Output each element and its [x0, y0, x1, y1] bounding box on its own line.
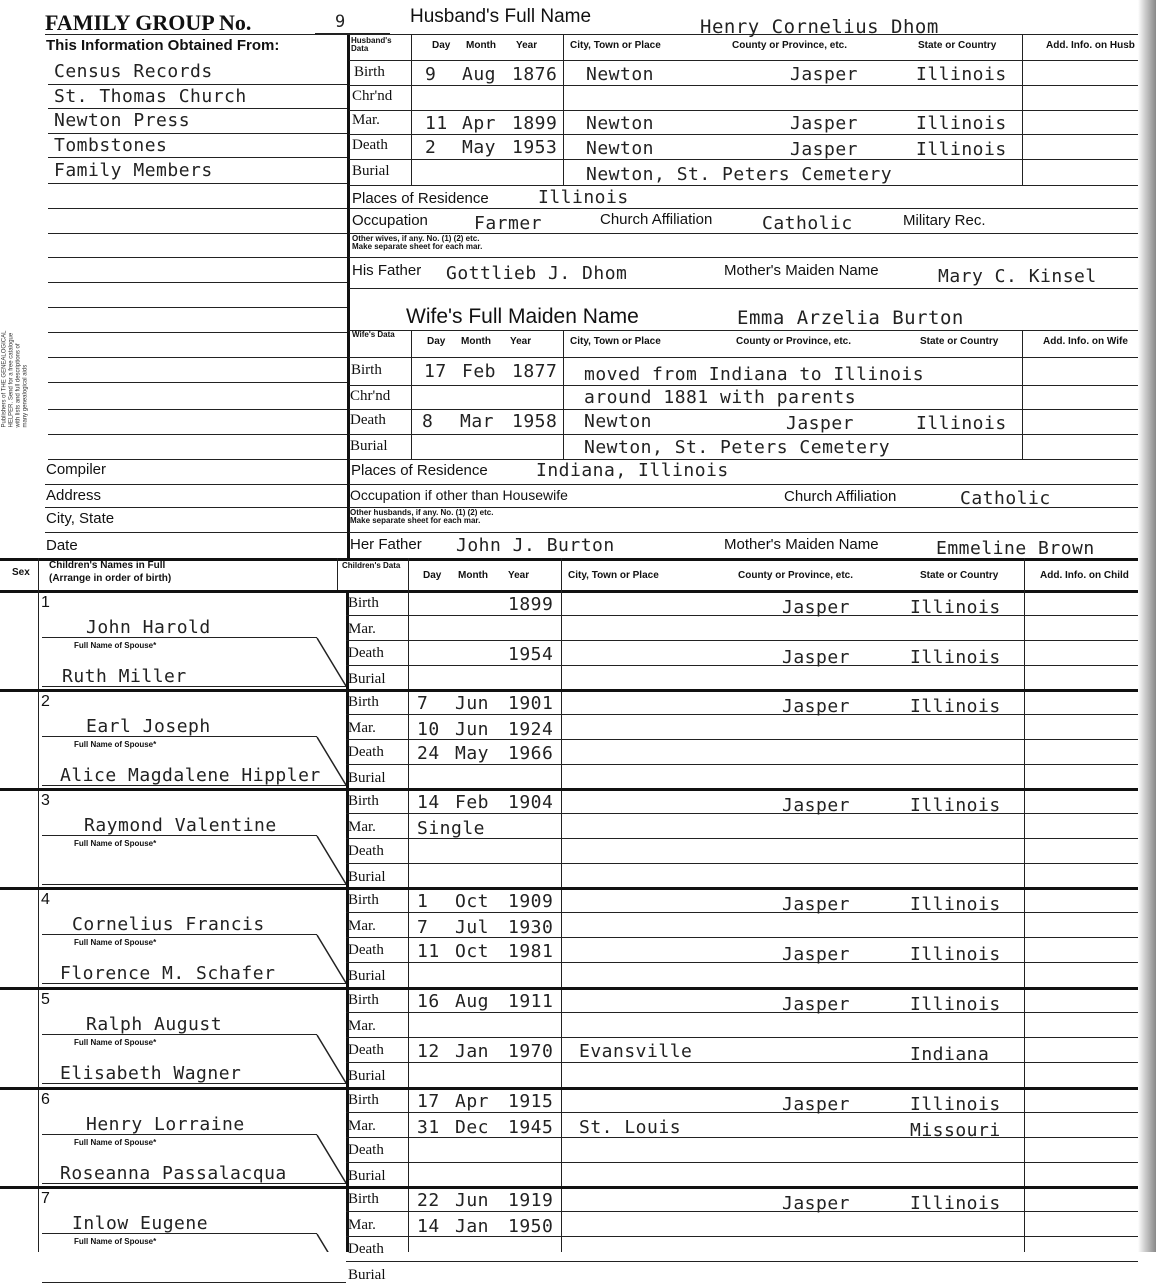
row-label-birth: Birth: [354, 64, 385, 80]
child-col-day: Day: [423, 570, 442, 581]
col-month: Month: [466, 40, 496, 51]
child-row-rule: [346, 1261, 1138, 1262]
child-row-label-death: Death: [348, 843, 384, 859]
child-mar-month: Jan: [455, 1216, 490, 1237]
sex-label: Sex: [12, 567, 30, 578]
husband-mother-label: Mother's Maiden Name: [724, 262, 879, 279]
child-mar-day: 14: [417, 1216, 440, 1237]
spouse-connector: [317, 836, 346, 884]
wife-church: Catholic: [960, 488, 1051, 509]
husband-burial: Newton, St. Peters Cemetery: [586, 164, 893, 185]
child-birth-day: 14: [417, 792, 440, 813]
children-data-label: Children's Data: [342, 561, 401, 570]
wife-birth-month: Feb: [462, 361, 497, 382]
child-name: Ralph August: [86, 1014, 223, 1035]
husband-birth-day: 9: [425, 64, 437, 85]
child-name: Cornelius Francis: [72, 914, 265, 935]
spouse-name: Ruth Miller: [62, 666, 187, 687]
wife-death-year: 1958: [512, 411, 558, 432]
child-death-year: 1954: [508, 644, 554, 665]
spouse-label: Full Name of Spouse*: [74, 641, 157, 650]
wife-father: John J. Burton: [456, 535, 615, 556]
child-death-month: Oct: [455, 941, 490, 962]
spouse-connector: [317, 935, 346, 983]
husband-residence: Illinois: [538, 187, 629, 208]
wife-death-state: Illinois: [916, 413, 1007, 434]
wife-col-city: City, Town or Place: [570, 336, 661, 347]
husband-church: Catholic: [762, 213, 853, 234]
husband-church-label: Church Affiliation: [600, 211, 713, 228]
child-number: 2: [41, 693, 50, 710]
child-row-label-birth: Birth: [348, 1191, 379, 1207]
child-number: 1: [41, 594, 50, 611]
child-death-day: 24: [417, 743, 440, 764]
child-birth-year: 1915: [508, 1091, 554, 1112]
child-birth-year: 1901: [508, 693, 554, 714]
row-label-chr: Chr'nd: [352, 88, 393, 104]
col-city: City, Town or Place: [570, 40, 661, 51]
husband-death-county: Jasper: [790, 139, 859, 160]
husband-mar-county: Jasper: [790, 113, 859, 134]
wife-row-burial: Burial: [350, 438, 388, 454]
child-death-county: Jasper: [782, 647, 851, 668]
child-row-label-birth: Birth: [348, 595, 379, 611]
husband-mar-day: 11: [425, 113, 448, 134]
other-husbands-note: Other husbands, if any. No. (1) (2) etc.: [350, 508, 494, 517]
child-name: Earl Joseph: [86, 716, 211, 737]
child-birth-county: Jasper: [782, 597, 851, 618]
spouse-connector: [317, 1234, 346, 1252]
col-add-info: Add. Info. on Husb: [1046, 40, 1135, 51]
child-birth-year: 1899: [508, 594, 554, 615]
husband-mar-month: Apr: [462, 113, 497, 134]
child-birth-state: Illinois: [910, 1193, 1001, 1214]
children-order-note: (Arrange in order of birth): [49, 573, 172, 584]
husband-birth-state: Illinois: [916, 64, 1007, 85]
husband-name: Henry Cornelius Dhom: [700, 16, 939, 38]
spouse-name-line: [42, 1282, 346, 1283]
child-birth-year: 1904: [508, 792, 554, 813]
other-wives-note-2: Make separate sheet for each mar.: [352, 242, 483, 251]
child-birth-day: 1: [417, 891, 429, 912]
child-birth-county: Jasper: [782, 696, 851, 717]
spouse-name: Roseanna Passalacqua: [60, 1163, 287, 1184]
child-death-day: 12: [417, 1041, 440, 1062]
child-mar-state: Missouri: [910, 1120, 1001, 1141]
child-name: Henry Lorraine: [86, 1114, 245, 1135]
col-year: Year: [516, 40, 538, 51]
col-county: County or Province, etc.: [732, 40, 848, 51]
child-birth-month: Oct: [455, 891, 490, 912]
child-row-label-birth: Birth: [348, 1092, 379, 1108]
wife-mother: Emmeline Brown: [936, 538, 1095, 559]
husband-residence-label: Places of Residence: [352, 190, 489, 207]
husband-mother: Mary C. Kinsel: [938, 266, 1097, 287]
child-col-month: Month: [458, 570, 488, 581]
child-death-year: 1981: [508, 941, 554, 962]
child-number: 5: [41, 991, 50, 1008]
spouse-label: Full Name of Spouse*: [74, 740, 157, 749]
child-row-label-burial: Burial: [348, 1168, 386, 1184]
child-name: Raymond Valentine: [84, 815, 277, 836]
spouse-connector: [317, 638, 346, 686]
husband-occupation: Farmer: [474, 213, 543, 234]
other-husbands-note-2: Make separate sheet for each mar.: [350, 516, 481, 525]
child-col-state: State or Country: [920, 570, 999, 581]
wife-occupation-label: Occupation if other than Housewife: [350, 487, 568, 503]
child-row-label-burial: Burial: [348, 1267, 386, 1283]
husband-birth-county: Jasper: [790, 64, 859, 85]
child-birth-month: Feb: [455, 792, 490, 813]
spouse-connector: [317, 1135, 346, 1183]
child-mar-year: 1924: [508, 719, 554, 740]
wife-death-county: Jasper: [786, 413, 855, 434]
child-birth-day: 22: [417, 1190, 440, 1211]
husband-military-label: Military Rec.: [903, 212, 986, 229]
child-row-label-mar: Mar.: [348, 819, 376, 835]
child-row-label-burial: Burial: [348, 869, 386, 885]
date-label: Date: [46, 537, 78, 554]
children-names-label: Children's Names in Full: [49, 560, 166, 571]
publisher-note: Publishers of THE GENEALOGICAL HELPER. Send for a free catalogue with lists and full descriptions of many genealogical aids: [1, 330, 29, 428]
child-name: Inlow Eugene: [72, 1213, 209, 1234]
spouse-label: Full Name of Spouse*: [74, 839, 157, 848]
child-birth-state: Illinois: [910, 894, 1001, 915]
child-death-city: Evansville: [579, 1041, 693, 1062]
child-birth-month: Aug: [455, 991, 490, 1012]
husband-mar-city: Newton: [586, 113, 655, 134]
wife-col-add-info: Add. Info. on Wife: [1043, 336, 1128, 347]
form-title: FAMILY GROUP No.: [45, 10, 252, 35]
husband-occupation-label: Occupation: [352, 212, 428, 229]
wife-name: Emma Arzelia Burton: [737, 307, 964, 329]
child-death-year: 1966: [508, 743, 554, 764]
child-row-label-mar: Mar.: [348, 621, 376, 637]
child-row-label-death: Death: [348, 1142, 384, 1158]
husband-death-city: Newton: [586, 138, 655, 159]
address-label: Address: [46, 487, 102, 504]
child-birth-year: 1911: [508, 991, 554, 1012]
wife-row-death: Death: [350, 412, 386, 428]
wife-death-month: Mar: [460, 411, 495, 432]
spouse-label: Full Name of Spouse*: [74, 938, 157, 947]
child-row-label-mar: Mar.: [348, 1018, 376, 1034]
sources-label: This Information Obtained From:: [46, 37, 280, 54]
child-row-label-burial: Burial: [348, 1068, 386, 1084]
child-birth-county: Jasper: [782, 1193, 851, 1214]
city-state-label: City, State: [46, 510, 115, 527]
wife-row-chr: Chr'nd: [350, 388, 391, 404]
child-col-add-info: Add. Info. on Child: [1040, 570, 1129, 581]
child-birth-year: 1909: [508, 891, 554, 912]
wife-col-county: County or Province, etc.: [736, 336, 852, 347]
child-birth-state: Illinois: [910, 1094, 1001, 1115]
child-row-label-death: Death: [348, 1241, 384, 1257]
spouse-label: Full Name of Spouse*: [74, 1038, 157, 1047]
child-birth-day: 17: [417, 1091, 440, 1112]
child-birth-day: 16: [417, 991, 440, 1012]
wife-birth-year: 1877: [512, 361, 558, 382]
wife-name-label: Wife's Full Maiden Name: [406, 305, 639, 328]
child-birth-county: Jasper: [782, 1094, 851, 1115]
child-mar-year: 1945: [508, 1117, 554, 1138]
child-number: 3: [41, 792, 50, 809]
child-row-label-burial: Burial: [348, 968, 386, 984]
child-birth-county: Jasper: [782, 894, 851, 915]
child-row-label-mar: Mar.: [348, 1217, 376, 1233]
child-birth-state: Illinois: [910, 696, 1001, 717]
wife-father-label: Her Father: [350, 536, 422, 553]
child-col-county: County or Province, etc.: [738, 570, 854, 581]
wife-death-day: 8: [422, 411, 434, 432]
other-wives-note: Other wives, if any. No. (1) (2) etc.: [352, 234, 480, 243]
husband-death-month: May: [462, 137, 497, 158]
child-row-label-mar: Mar.: [348, 1118, 376, 1134]
husband-mar-state: Illinois: [916, 113, 1007, 134]
wife-col-state: State or Country: [920, 336, 999, 347]
spouse-connector: [317, 737, 346, 785]
wife-birth-note: moved from Indiana to Illinois: [584, 364, 925, 385]
husband-mar-year: 1899: [512, 113, 558, 134]
child-death-day: 11: [417, 941, 440, 962]
wife-col-month: Month: [461, 336, 491, 347]
row-label-death: Death: [352, 137, 388, 153]
col-day: Day: [432, 40, 451, 51]
child-mar-month: Jun: [455, 719, 490, 740]
source-item: Newton Press: [54, 110, 191, 131]
child-death-state: Indiana: [910, 1044, 990, 1065]
spouse-name: Elisabeth Wagner: [60, 1063, 242, 1084]
child-number: 7: [41, 1190, 50, 1207]
child-death-state: Illinois: [910, 647, 1001, 668]
spouse-label: Full Name of Spouse*: [74, 1138, 157, 1147]
wife-church-label: Church Affiliation: [784, 488, 897, 505]
child-mar-day: 31: [417, 1117, 440, 1138]
wife-col-year: Year: [510, 336, 532, 347]
husband-death-day: 2: [425, 137, 437, 158]
wife-mother-label: Mother's Maiden Name: [724, 536, 879, 553]
child-number: 6: [41, 1091, 50, 1108]
wife-row-birth: Birth: [351, 362, 382, 378]
child-death-county: Jasper: [782, 944, 851, 965]
spouse-label: Full Name of Spouse*: [74, 1237, 157, 1246]
child-row-label-death: Death: [348, 1042, 384, 1058]
husband-father-label: His Father: [352, 262, 422, 279]
spouse-name: Florence M. Schafer: [60, 963, 276, 984]
wife-residence-label: Places of Residence: [351, 462, 488, 479]
child-mar-day: 7: [417, 917, 429, 938]
compiler-label: Compiler: [46, 461, 107, 478]
source-item: Family Members: [54, 160, 213, 181]
wife-col-day: Day: [427, 336, 446, 347]
child-mar-city: St. Louis: [579, 1117, 682, 1138]
child-death-month: Jan: [455, 1041, 490, 1062]
wife-residence: Indiana, Illinois: [536, 460, 729, 481]
child-col-year: Year: [508, 570, 530, 581]
child-row-label-birth: Birth: [348, 694, 379, 710]
wife-burial: Newton, St. Peters Cemetery: [584, 437, 891, 458]
husband-name-label: Husband's Full Name: [410, 6, 592, 27]
child-birth-state: Illinois: [910, 994, 1001, 1015]
child-death-month: May: [455, 743, 490, 764]
child-mar-day: Single: [417, 818, 486, 839]
husband-birth-city: Newton: [586, 64, 655, 85]
child-death-year: 1970: [508, 1041, 554, 1062]
row-label-burial: Burial: [352, 163, 390, 179]
child-row-label-burial: Burial: [348, 671, 386, 687]
wife-chr-note: around 1881 with parents: [584, 387, 857, 408]
child-birth-state: Illinois: [910, 597, 1001, 618]
child-row-label-mar: Mar.: [348, 720, 376, 736]
child-birth-month: Apr: [455, 1091, 490, 1112]
husband-birth-year: 1876: [512, 64, 558, 85]
child-number: 4: [41, 891, 50, 908]
col-state: State or Country: [918, 40, 997, 51]
child-row-label-birth: Birth: [348, 892, 379, 908]
child-mar-month: Dec: [455, 1117, 490, 1138]
child-row-label-mar: Mar.: [348, 918, 376, 934]
row-label-mar: Mar.: [352, 112, 380, 128]
child-row-label-death: Death: [348, 942, 384, 958]
child-death-state: Illinois: [910, 944, 1001, 965]
husband-father: Gottlieb J. Dhom: [446, 263, 628, 284]
spouse-connector: [317, 1035, 346, 1083]
spouse-name: Alice Magdalene Hippler: [60, 765, 321, 786]
husband-birth-month: Aug: [462, 64, 497, 85]
child-name: John Harold: [86, 617, 211, 638]
child-birth-county: Jasper: [782, 994, 851, 1015]
child-mar-year: 1950: [508, 1216, 554, 1237]
child-birth-month: Jun: [455, 693, 490, 714]
source-item: Census Records: [54, 61, 213, 82]
wife-death-city: Newton: [584, 411, 653, 432]
husband-data-label: Husband's Data: [351, 36, 392, 53]
child-row-label-death: Death: [348, 744, 384, 760]
child-row-label-burial: Burial: [348, 770, 386, 786]
husband-death-year: 1953: [512, 137, 558, 158]
child-birth-month: Jun: [455, 1190, 490, 1211]
child-row-label-death: Death: [348, 645, 384, 661]
family-group-number: 9: [335, 12, 346, 32]
child-row-label-birth: Birth: [348, 992, 379, 1008]
child-row-label-birth: Birth: [348, 793, 379, 809]
child-mar-month: Jul: [455, 917, 490, 938]
wife-birth-day: 17: [424, 361, 447, 382]
child-mar-day: 10: [417, 719, 440, 740]
child-birth-day: 7: [417, 693, 429, 714]
wife-data-label: Wife's Data: [352, 330, 395, 339]
group-number-line: [315, 33, 390, 34]
child-mar-year: 1930: [508, 917, 554, 938]
child-col-city: City, Town or Place: [568, 570, 659, 581]
child-birth-county: Jasper: [782, 795, 851, 816]
source-item: St. Thomas Church: [54, 86, 247, 107]
husband-death-state: Illinois: [916, 139, 1007, 160]
child-birth-year: 1919: [508, 1190, 554, 1211]
source-item: Tombstones: [54, 135, 168, 156]
child-birth-state: Illinois: [910, 795, 1001, 816]
